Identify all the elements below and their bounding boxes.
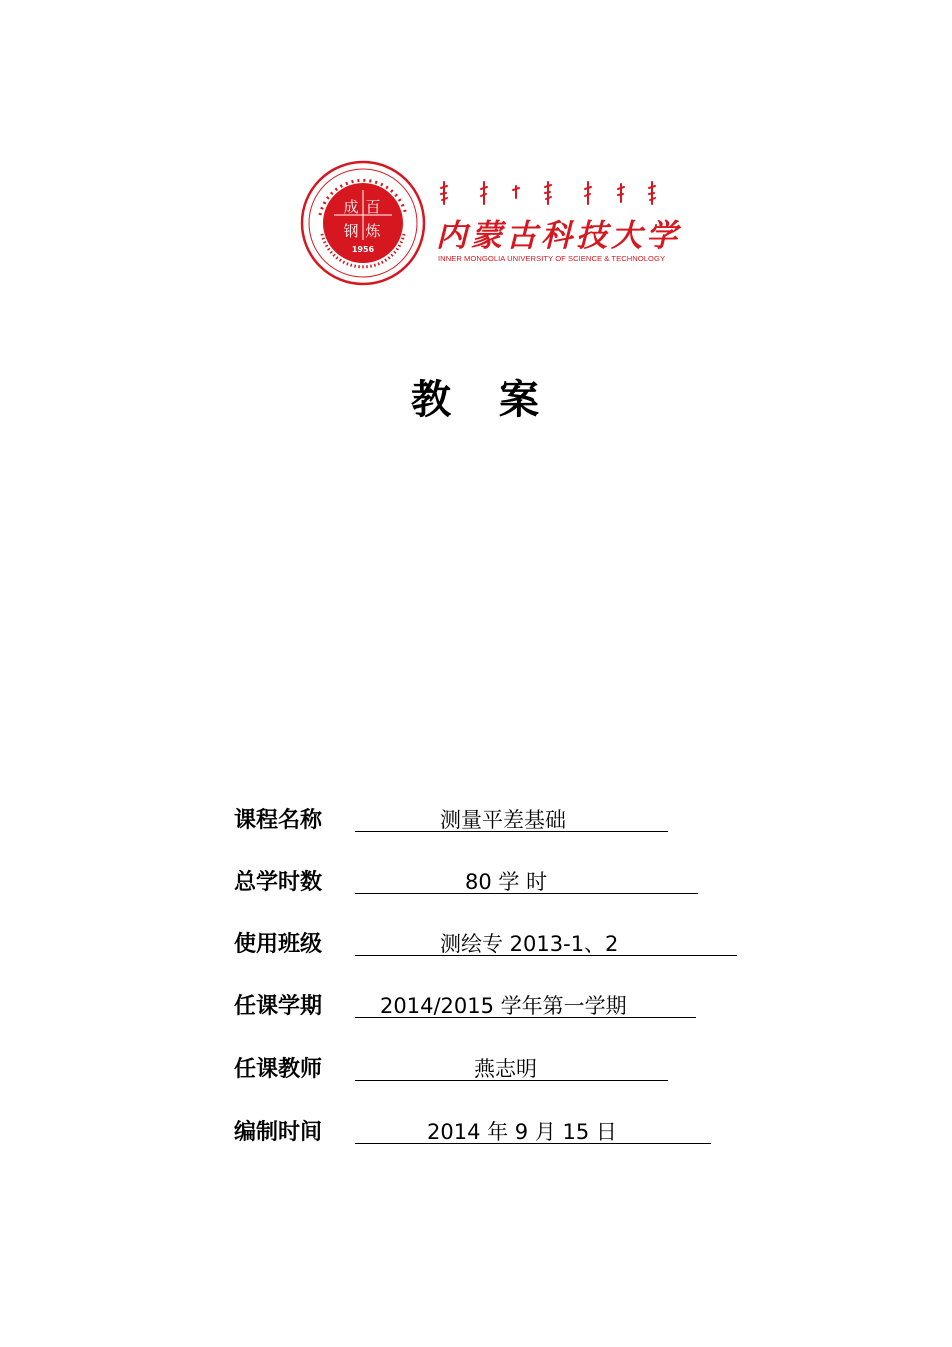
course-name-value: 测量平差基础 (440, 808, 566, 832)
university-logo (300, 160, 680, 290)
compiled-date-label: 编制时间 (234, 1120, 323, 1145)
seal-year: 1956 (351, 245, 375, 254)
page-title: 教 案 (411, 377, 541, 423)
semester-value: 2014/2015 学年第一学期 (380, 994, 627, 1018)
teacher-underline (355, 1080, 668, 1081)
university-seal-icon (300, 160, 426, 286)
compiled-date-value: 2014 年 9 月 15 日 (427, 1120, 617, 1144)
mongolian-script-icon (438, 180, 668, 206)
semester-label: 任课学期 (234, 994, 323, 1019)
semester-underline (355, 1017, 696, 1018)
total-hours-underline (355, 893, 698, 894)
teacher-value: 燕志明 (474, 1057, 537, 1081)
seal-motto: 百炼成钢 (343, 198, 381, 240)
teacher-label: 任课教师 (234, 1057, 323, 1082)
course-name-underline (355, 831, 668, 832)
total-hours-label: 总学时数 (234, 870, 323, 895)
compiled-date-underline (355, 1143, 711, 1144)
classes-label: 使用班级 (234, 932, 323, 957)
classes-underline (355, 955, 737, 956)
university-english-name: INNER MONGOLIA UNIVERSITY OF SCIENCE & TECHNOLOGY (438, 254, 666, 263)
classes-value: 测绘专 2013-1、2 (440, 932, 619, 956)
course-name-label: 课程名称 (234, 808, 323, 833)
university-chinese-name: 内蒙古科技大学 (436, 218, 681, 254)
total-hours-value: 80 学 时 (465, 870, 548, 894)
